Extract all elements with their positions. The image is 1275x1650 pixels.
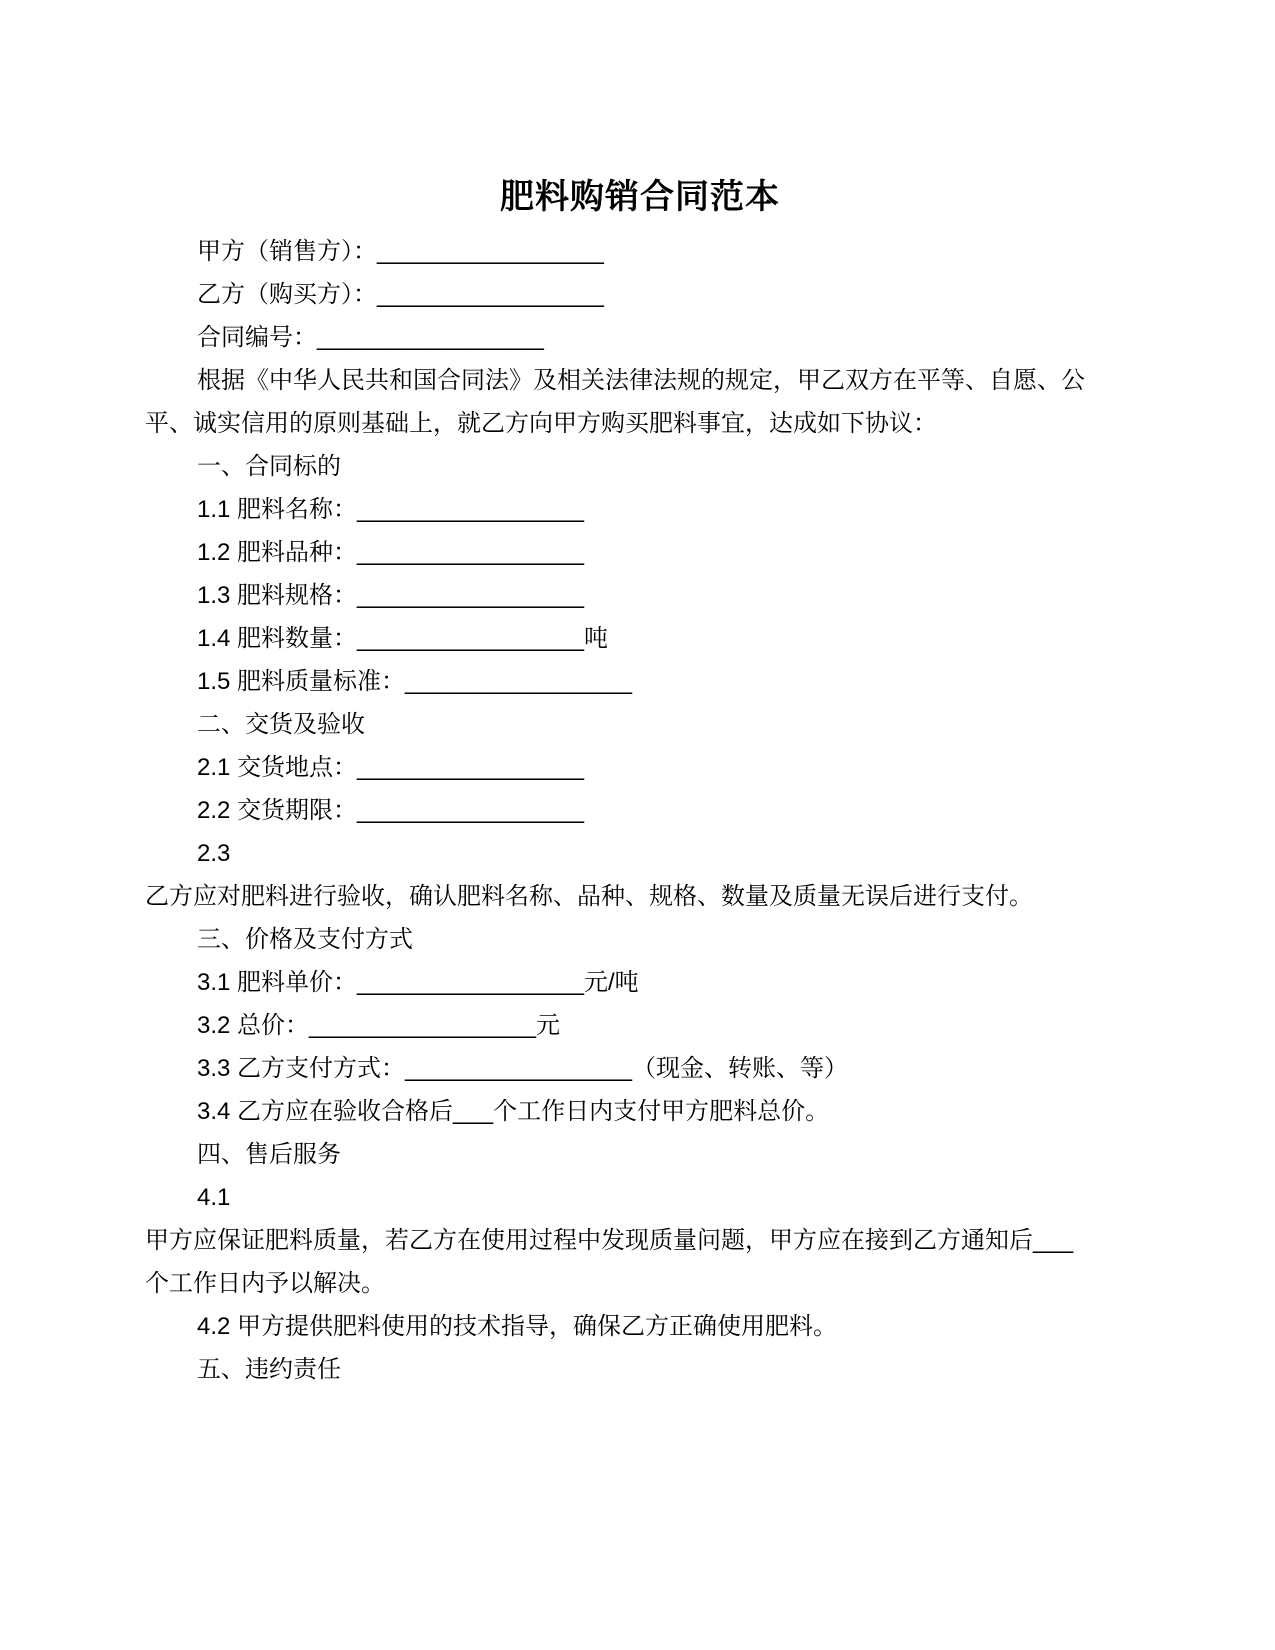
contract-line-3-2: 3.2 总价：_________________元	[197, 1012, 560, 1039]
contract-line-1-1: 1.1 肥料名称：_________________	[197, 496, 584, 523]
contract-line-4-1-body-1: 甲方应保证肥料质量，若乙方在使用过程中发现质量问题，甲方应在接到乙方通知后___	[145, 1227, 1074, 1254]
contract-line-1-2: 1.2 肥料品种：_________________	[197, 539, 584, 566]
contract-line-2-3-body: 乙方应对肥料进行验收，确认肥料名称、品种、规格、数量及质量无误后进行支付。	[145, 883, 1033, 910]
contract-line-3-1: 3.1 肥料单价：_________________元/吨	[197, 969, 639, 996]
contract-line-2-2: 2.2 交货期限：_________________	[197, 797, 584, 824]
contract-line-preamble-1: 根据《中华人民共和国合同法》及相关法律法规的规定，甲乙双方在平等、自愿、公	[197, 367, 1085, 394]
contract-line-party-a: 甲方（销售方）：_________________	[197, 238, 604, 265]
document-content	[145, 176, 1135, 1391]
contract-section-2-heading: 二、交货及验收	[197, 711, 365, 738]
contract-line-preamble-2: 平、诚实信用的原则基础上，就乙方向甲方购买肥料事宜，达成如下协议：	[145, 410, 937, 437]
contract-line-party-b: 乙方（购买方）：_________________	[197, 281, 604, 308]
contract-line-3-3: 3.3 乙方支付方式：_________________（现金、转账、等）	[197, 1055, 848, 1082]
contract-line-1-3: 1.3 肥料规格：_________________	[197, 582, 584, 609]
contract-line-4-2: 4.2 甲方提供肥料使用的技术指导，确保乙方正确使用肥料。	[197, 1313, 838, 1340]
contract-line-contract-no: 合同编号：_________________	[197, 324, 544, 351]
contract-line-2-3-number: 2.3	[197, 840, 231, 867]
contract-line-4-1-body-2: 个工作日内予以解决。	[145, 1270, 385, 1297]
contract-section-4-heading: 四、售后服务	[197, 1141, 341, 1168]
contract-section-5-heading: 五、违约责任	[197, 1356, 341, 1383]
contract-line-4-1-number: 4.1	[197, 1184, 231, 1211]
document-title: 肥料购销合同范本	[500, 178, 780, 216]
contract-line-2-1: 2.1 交货地点：_________________	[197, 754, 584, 781]
contract-line-1-5: 1.5 肥料质量标准：_________________	[197, 668, 632, 695]
contract-section-1-heading: 一、合同标的	[197, 453, 341, 480]
contract-section-3-heading: 三、价格及支付方式	[197, 926, 413, 953]
contract-line-1-4: 1.4 肥料数量：_________________吨	[197, 625, 608, 652]
contract-line-3-4: 3.4 乙方应在验收合格后___个工作日内支付甲方肥料总价。	[197, 1098, 830, 1125]
